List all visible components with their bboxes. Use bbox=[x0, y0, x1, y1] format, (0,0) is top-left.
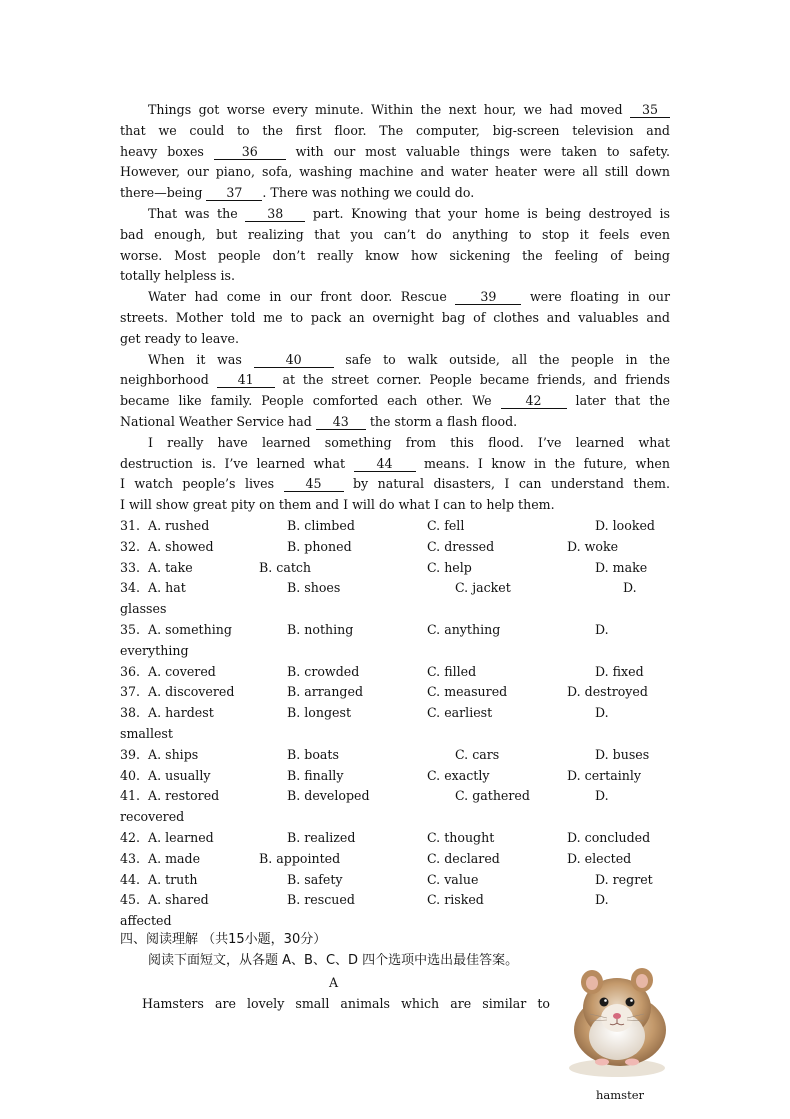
option-a[interactable]: A. learned bbox=[148, 830, 214, 845]
line-text: . There was nothing we could do. bbox=[262, 185, 475, 201]
option-d[interactable]: D. make bbox=[595, 559, 648, 575]
question-number: 40. bbox=[120, 767, 141, 783]
question-number: 35. bbox=[120, 622, 141, 637]
option-a[interactable]: A. discovered bbox=[148, 684, 235, 700]
option-c[interactable]: C. measured bbox=[427, 684, 508, 700]
option-d[interactable]: D. bbox=[623, 580, 637, 596]
blank-38[interactable]: 38 bbox=[245, 207, 305, 222]
line-text: I will show great pity on them and I will do what I can to help them. bbox=[120, 497, 555, 513]
question-number: 41. bbox=[120, 788, 141, 804]
option-c[interactable]: C. exactly bbox=[427, 767, 490, 783]
question-number: 37. bbox=[120, 684, 141, 700]
option-b[interactable]: B. crowded bbox=[287, 663, 360, 679]
passage-line bbox=[148, 287, 670, 307]
option-d[interactable]: D. regret bbox=[595, 871, 653, 887]
option-c[interactable]: C. risked bbox=[427, 892, 484, 908]
line-text: Water had come in our front door. Rescue bbox=[148, 289, 456, 305]
passage-line bbox=[120, 183, 670, 203]
option-a[interactable]: A. ships bbox=[148, 746, 199, 762]
line-text: National Weather Service had bbox=[120, 414, 316, 429]
blank-43[interactable]: 43 bbox=[316, 415, 366, 430]
blank-40[interactable]: 40 bbox=[254, 353, 334, 368]
blank-44[interactable]: 44 bbox=[354, 457, 416, 472]
line-text: later that the bbox=[566, 393, 670, 409]
passage-line bbox=[120, 308, 670, 328]
option-c[interactable]: C. filled bbox=[427, 663, 477, 679]
line-text: I really have learned something from this flood. I’ve learned what bbox=[148, 434, 670, 450]
option-b[interactable]: B. finally bbox=[287, 767, 344, 783]
option-a[interactable]: A. something bbox=[148, 622, 232, 637]
option-c[interactable]: C. fell bbox=[427, 518, 465, 533]
option-a[interactable]: A. take bbox=[148, 559, 193, 575]
option-c[interactable]: C. earliest bbox=[427, 705, 493, 721]
passage-line bbox=[120, 474, 670, 494]
option-c[interactable]: C. thought bbox=[427, 830, 495, 845]
option-d-continued[interactable]: glasses bbox=[120, 601, 167, 617]
blank-37[interactable]: 37 bbox=[206, 186, 262, 201]
option-c[interactable]: C. jacket bbox=[455, 580, 511, 596]
line-text: became like family. People comforted each other. We bbox=[120, 393, 501, 409]
line-text: totally helpless is. bbox=[120, 268, 235, 284]
question-number: 36. bbox=[120, 663, 141, 679]
option-d-continued[interactable]: smallest bbox=[120, 726, 173, 741]
line-text: were floating in our bbox=[521, 289, 671, 305]
section-instruction: 阅读下面短文，从各题 A、B、C、D 四个选项中选出最佳答案。 bbox=[148, 953, 519, 968]
passage-line bbox=[120, 142, 670, 162]
line-text: I watch people’s lives bbox=[120, 476, 284, 492]
passage-line bbox=[120, 246, 670, 266]
option-d-continued[interactable]: affected bbox=[120, 913, 172, 929]
question-number: 42. bbox=[120, 830, 141, 845]
question-number: 43. bbox=[120, 850, 141, 866]
line-text: heavy boxes bbox=[120, 143, 214, 159]
option-c[interactable]: C. cars bbox=[455, 746, 500, 762]
image-caption: hamster bbox=[596, 1088, 644, 1102]
passage-line bbox=[120, 412, 670, 432]
option-c[interactable]: C. value bbox=[427, 871, 479, 887]
option-a[interactable]: A. rushed bbox=[148, 518, 210, 533]
passage-line bbox=[148, 204, 670, 224]
blank-35[interactable]: 35 bbox=[630, 103, 670, 118]
question-number: 39. bbox=[120, 746, 141, 762]
option-b[interactable]: B. developed bbox=[287, 788, 370, 804]
passage-line bbox=[120, 391, 670, 411]
option-d[interactable]: D. bbox=[595, 892, 609, 908]
line-text: streets. Mother told me to pack an overnight bag of clothes and valuables and bbox=[120, 310, 670, 325]
question-number: 32. bbox=[120, 538, 141, 554]
option-a[interactable]: A. hardest bbox=[148, 705, 214, 721]
hamster-image bbox=[562, 958, 672, 1078]
question-number: 45. bbox=[120, 892, 141, 908]
line-text: worse. Most people don’t really know how sickening the feeling of being bbox=[120, 247, 670, 263]
question-number: 44. bbox=[120, 871, 141, 887]
option-d[interactable]: D. bbox=[595, 705, 609, 721]
line-text: part. Knowing that your home is being destroyed is bbox=[305, 206, 671, 221]
option-b[interactable]: B. arranged bbox=[287, 684, 364, 700]
passage-line bbox=[120, 225, 670, 245]
blank-42[interactable]: 42 bbox=[501, 394, 567, 409]
line-text: at the street corner. People became friends, and friends bbox=[274, 372, 670, 388]
passage-line bbox=[120, 454, 670, 474]
line-text: that we could to the first floor. The computer, big-screen television and bbox=[120, 122, 670, 138]
option-b[interactable]: B. realized bbox=[287, 830, 356, 845]
reading-first-line: Hamsters are lovely small animals which are similar to bbox=[142, 996, 550, 1011]
option-a[interactable]: A. hat bbox=[148, 580, 186, 596]
line-text: the storm a flash flood. bbox=[365, 414, 518, 429]
option-a[interactable]: A. truth bbox=[148, 871, 198, 887]
passage-line bbox=[148, 433, 670, 453]
option-b[interactable]: B. safety bbox=[287, 871, 343, 887]
option-d[interactable]: D. looked bbox=[595, 518, 655, 533]
option-a[interactable]: A. showed bbox=[148, 538, 214, 554]
option-d[interactable]: D. concluded bbox=[567, 830, 651, 845]
question-number: 33. bbox=[120, 559, 141, 575]
blank-41[interactable]: 41 bbox=[217, 373, 275, 388]
line-text: destruction is. I’ve learned what bbox=[120, 455, 354, 471]
line-text: get ready to leave. bbox=[120, 330, 239, 346]
question-number: 31. bbox=[120, 518, 141, 533]
option-d[interactable]: D. destroyed bbox=[567, 684, 648, 700]
blank-39[interactable]: 39 bbox=[455, 290, 521, 305]
option-b[interactable]: B. climbed bbox=[287, 518, 355, 533]
line-text: with our most valuable things were taken to safety. bbox=[285, 143, 670, 159]
option-d[interactable]: D. bbox=[595, 622, 609, 637]
line-text: by natural disasters, I can understand them. bbox=[343, 476, 670, 492]
option-c[interactable]: C. dressed bbox=[427, 538, 495, 554]
passage-line bbox=[148, 350, 670, 370]
option-c[interactable]: C. declared bbox=[427, 850, 500, 866]
question-number: 34. bbox=[120, 580, 141, 596]
passage-line bbox=[120, 329, 670, 349]
line-text: safe to walk outside, all the people in the bbox=[333, 351, 671, 367]
option-d[interactable]: D. certainly bbox=[567, 767, 642, 783]
line-text: means. I know in the future, when bbox=[415, 455, 670, 471]
blank-36[interactable]: 36 bbox=[214, 145, 286, 160]
option-d[interactable]: D. buses bbox=[595, 746, 650, 762]
line-text: there—being bbox=[120, 185, 207, 201]
option-b[interactable]: B. boats bbox=[287, 746, 339, 762]
passage-line bbox=[148, 100, 670, 120]
option-c[interactable]: C. gathered bbox=[455, 788, 530, 804]
option-a[interactable]: A. shared bbox=[148, 892, 209, 908]
option-c[interactable]: C. anything bbox=[427, 622, 501, 637]
option-d[interactable]: D. fixed bbox=[595, 663, 644, 679]
passage-line bbox=[120, 370, 670, 390]
question-number: 38. bbox=[120, 705, 141, 721]
option-d[interactable]: D. woke bbox=[567, 538, 619, 554]
option-a[interactable]: A. usually bbox=[148, 767, 211, 783]
option-d[interactable]: D. bbox=[595, 788, 609, 804]
section-heading: 四、阅读理解 （共15小题，30分） bbox=[120, 932, 327, 947]
option-a[interactable]: A. made bbox=[148, 850, 201, 866]
option-b[interactable]: B. appointed bbox=[259, 850, 341, 866]
option-d[interactable]: D. elected bbox=[567, 850, 632, 866]
option-b[interactable]: B. catch bbox=[259, 559, 312, 575]
option-b[interactable]: B. phoned bbox=[287, 538, 352, 554]
option-b[interactable]: B. nothing bbox=[287, 622, 354, 637]
passage-line bbox=[120, 162, 670, 182]
option-a[interactable]: A. covered bbox=[148, 663, 216, 679]
passage-line bbox=[120, 495, 670, 515]
passage-line bbox=[120, 121, 670, 141]
passage-letter: A bbox=[329, 975, 339, 990]
line-text: That was the bbox=[148, 206, 246, 221]
line-text: bad enough, but realizing that you can’t do anything to stop it feels even bbox=[120, 226, 670, 242]
option-d-continued[interactable]: everything bbox=[120, 642, 189, 658]
option-b[interactable]: B. shoes bbox=[287, 580, 341, 596]
line-text: neighborhood bbox=[120, 372, 217, 388]
blank-45[interactable]: 45 bbox=[284, 477, 344, 492]
option-c[interactable]: C. help bbox=[427, 559, 472, 575]
option-d-continued[interactable]: recovered bbox=[120, 809, 185, 825]
option-a[interactable]: A. restored bbox=[148, 788, 220, 804]
passage-line bbox=[120, 266, 670, 286]
option-b[interactable]: B. longest bbox=[287, 705, 352, 721]
option-b[interactable]: B. rescued bbox=[287, 892, 355, 908]
line-text: However, our piano, sofa, washing machine and water heater were all still down bbox=[120, 164, 670, 180]
line-text: Things got worse every minute. Within the next hour, we had moved bbox=[148, 102, 630, 117]
line-text: When it was bbox=[148, 351, 254, 367]
